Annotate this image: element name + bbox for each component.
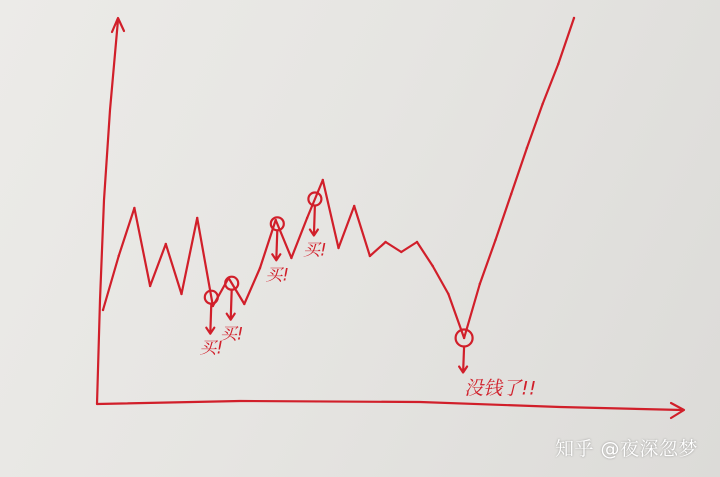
data-point — [337, 247, 339, 249]
data-point — [243, 303, 245, 305]
data-point — [416, 241, 418, 243]
data-point — [494, 239, 496, 241]
buy-label: 买! — [219, 324, 244, 345]
data-point — [573, 17, 575, 19]
data-point — [149, 285, 151, 287]
data-point — [102, 309, 104, 311]
data-point — [557, 63, 559, 65]
data-point — [196, 217, 198, 219]
buy-label: 买! — [302, 240, 327, 261]
data-point — [275, 219, 277, 221]
data-point — [432, 265, 434, 267]
data-point — [322, 179, 324, 181]
data-point — [369, 255, 371, 257]
data-point — [384, 241, 386, 243]
y-axis — [97, 20, 118, 404]
annotation-arrow — [227, 290, 235, 320]
data-point — [306, 217, 308, 219]
data-point — [510, 193, 512, 195]
price-series — [102, 17, 575, 339]
data-point — [400, 251, 402, 253]
series-line — [103, 18, 574, 338]
annotations — [199, 193, 536, 400]
data-point — [463, 337, 465, 339]
data-point — [259, 267, 261, 269]
data-point — [353, 205, 355, 207]
watermark: 知乎 @夜深忽梦 — [554, 438, 698, 460]
annotation-arrow — [459, 347, 467, 373]
buy-label: 买! — [265, 265, 290, 286]
annotation-arrow — [206, 304, 214, 334]
buy-label: 买! — [199, 338, 224, 359]
data-point — [290, 257, 292, 259]
data-point — [165, 243, 167, 245]
data-point — [118, 255, 120, 257]
data-point — [479, 283, 481, 285]
data-point — [180, 293, 182, 295]
out-of-money-label: 没钱了!! — [464, 377, 537, 400]
annotation-arrow — [272, 230, 280, 260]
data-point — [133, 207, 135, 209]
data-point — [526, 147, 528, 149]
x-axis — [97, 401, 682, 410]
data-point — [541, 103, 543, 105]
data-point — [447, 293, 449, 295]
